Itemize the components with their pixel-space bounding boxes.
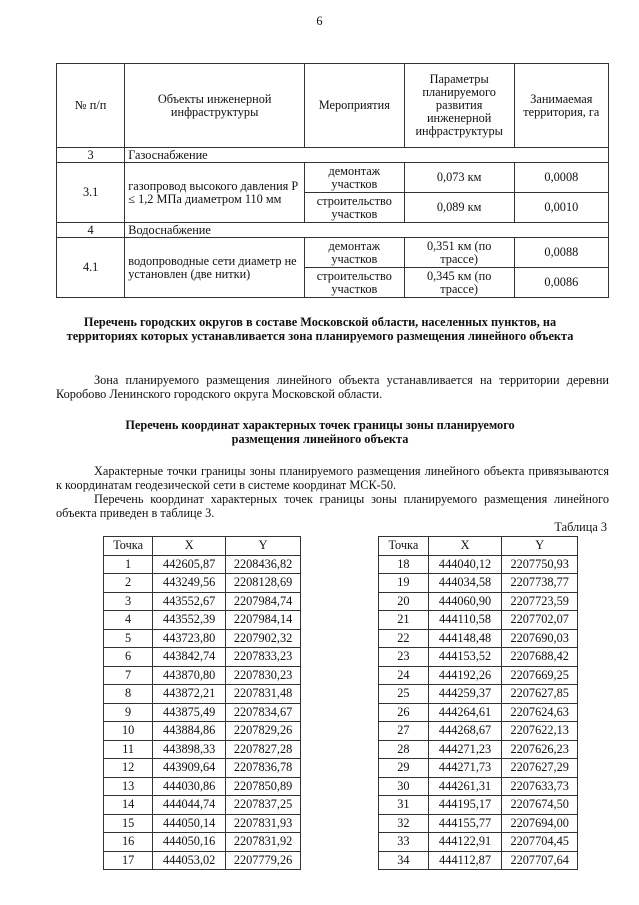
table-cell: 444044,74: [153, 796, 226, 815]
table-cell: Y: [226, 537, 301, 556]
table-cell: 24: [379, 666, 429, 685]
table-cell: 14: [104, 796, 153, 815]
section-row: [57, 148, 609, 163]
table-cell: 3.1: [57, 163, 125, 223]
table-header-row: [104, 537, 301, 556]
table-cell: 17: [104, 851, 153, 870]
table-row: [379, 833, 578, 852]
table-row: [379, 666, 578, 685]
table-row: [104, 722, 301, 741]
table-cell: 5: [104, 629, 153, 648]
table-cell: строительство участков: [305, 268, 405, 298]
table-cell: 444192,26: [428, 666, 502, 685]
table-row: [104, 629, 301, 648]
table-cell: № п/п: [57, 64, 125, 148]
table-cell: 444060,90: [428, 592, 502, 611]
table-row: [104, 814, 301, 833]
table-cell: 443842,74: [153, 648, 226, 667]
table-row: [104, 777, 301, 796]
table-cell: 4.1: [57, 238, 125, 298]
table-row: [104, 648, 301, 667]
table-cell: 444195,17: [428, 796, 502, 815]
table-cell: 2207633,73: [502, 777, 578, 796]
table-cell: 13: [104, 777, 153, 796]
table-cell: демонтаж участков: [305, 238, 405, 268]
table-cell: 442605,87: [153, 555, 226, 574]
table-cell: 443552,39: [153, 611, 226, 630]
table-cell: 2207622,13: [502, 722, 578, 741]
table-row: [104, 685, 301, 704]
table-cell: 444264,61: [428, 703, 502, 722]
table-row: [104, 666, 301, 685]
table-cell: 2207984,74: [226, 592, 301, 611]
table-cell: 2207627,85: [502, 685, 578, 704]
table-cell: 4: [104, 611, 153, 630]
table-row: [379, 574, 578, 593]
table-cell: 27: [379, 722, 429, 741]
table-cell: 3: [104, 592, 153, 611]
table-cell: 2207827,28: [226, 740, 301, 759]
table-cell: 2208128,69: [226, 574, 301, 593]
table-cell: газопровод высокого давления P ≤ 1,2 МПа диаметром 110 мм: [125, 163, 305, 223]
table-cell: 444122,91: [428, 833, 502, 852]
table-cell: 444271,23: [428, 740, 502, 759]
table-cell: 0,0088: [514, 238, 608, 268]
table-cell: 29: [379, 759, 429, 778]
table-cell: 28: [379, 740, 429, 759]
table-cell: 34: [379, 851, 429, 870]
table-cell: 0,0008: [514, 163, 608, 193]
table-cell: 8: [104, 685, 153, 704]
table-cell: 2207669,25: [502, 666, 578, 685]
table-cell: 2207836,78: [226, 759, 301, 778]
table-cell: 2207831,93: [226, 814, 301, 833]
table-cell: 2207723,59: [502, 592, 578, 611]
table-header-row: [57, 64, 609, 148]
table-cell: 2207902,32: [226, 629, 301, 648]
table-cell: 2207738,77: [502, 574, 578, 593]
table-row: [379, 685, 578, 704]
table-header-row: [379, 537, 578, 556]
table-cell: 30: [379, 777, 429, 796]
table-cell: 2207624,63: [502, 703, 578, 722]
table-cell: 2207850,89: [226, 777, 301, 796]
table-cell: Точка: [379, 537, 429, 556]
table-cell: 443872,21: [153, 685, 226, 704]
table-cell: 2207831,92: [226, 833, 301, 852]
table-cell: 2207627,29: [502, 759, 578, 778]
table-cell: 2207837,25: [226, 796, 301, 815]
table-cell: 2207779,26: [226, 851, 301, 870]
table-row: [379, 648, 578, 667]
section-row: [57, 223, 609, 238]
table-row: [379, 851, 578, 870]
coordinates-table-right: [378, 536, 578, 870]
table-cell: 2207831,48: [226, 685, 301, 704]
table-cell: 25: [379, 685, 429, 704]
table-cell: Занимаемая территория, га: [514, 64, 608, 148]
infrastructure-table: [56, 63, 609, 298]
table-cell: 444053,02: [153, 851, 226, 870]
table-cell: 444271,73: [428, 759, 502, 778]
table-cell: 2207750,93: [502, 555, 578, 574]
table-cell: 3: [57, 148, 125, 163]
table-cell: 0,351 км (по трассе): [404, 238, 514, 268]
table-cell: 2207834,67: [226, 703, 301, 722]
table-cell: 444050,16: [153, 833, 226, 852]
table-cell: 2207626,23: [502, 740, 578, 759]
table-row: [379, 814, 578, 833]
table-row: [379, 703, 578, 722]
table-cell: 32: [379, 814, 429, 833]
table-cell: 10: [104, 722, 153, 741]
table-row: [379, 629, 578, 648]
table-cell: 6: [104, 648, 153, 667]
table-cell: 9: [104, 703, 153, 722]
table-cell: 15: [104, 814, 153, 833]
table-caption: Таблица 3: [554, 520, 607, 534]
table-cell: 444259,37: [428, 685, 502, 704]
table-cell: 0,0086: [514, 268, 608, 298]
table-row: [379, 796, 578, 815]
table-cell: Объекты инженерной инфраструктуры: [125, 64, 305, 148]
table-row: [379, 759, 578, 778]
table-cell: 18: [379, 555, 429, 574]
table-cell: 443898,33: [153, 740, 226, 759]
table-cell: 443249,56: [153, 574, 226, 593]
table-cell: 2207688,42: [502, 648, 578, 667]
table-cell: 22: [379, 629, 429, 648]
table-row: [104, 611, 301, 630]
table-cell: 443909,64: [153, 759, 226, 778]
table-row: [379, 777, 578, 796]
table-cell: 444148,48: [428, 629, 502, 648]
table-cell: Точка: [104, 537, 153, 556]
table-cell: 11: [104, 740, 153, 759]
table-cell: 2207674,50: [502, 796, 578, 815]
table-cell: 443552,67: [153, 592, 226, 611]
table-cell: демонтаж участков: [305, 163, 405, 193]
table-row: [104, 703, 301, 722]
coordinates-table-left: [103, 536, 301, 870]
table-cell: 444153,52: [428, 648, 502, 667]
table-cell: X: [428, 537, 502, 556]
table-row: [57, 238, 609, 268]
table-cell: 26: [379, 703, 429, 722]
table-cell: 20: [379, 592, 429, 611]
paragraph-reference: Характерные точки границы зоны планируемого размещения линейного объекта привязываются к координатам геодезической сети в системе координат МСК-50.: [56, 464, 609, 492]
table-cell: 33: [379, 833, 429, 852]
table-cell: 2207833,23: [226, 648, 301, 667]
table-cell: 443884,86: [153, 722, 226, 741]
table-row: [379, 740, 578, 759]
table-cell: Y: [502, 537, 578, 556]
table-cell: 4: [57, 223, 125, 238]
table-row: [104, 851, 301, 870]
table-cell: 31: [379, 796, 429, 815]
table-cell: 444050,14: [153, 814, 226, 833]
table-row: [379, 555, 578, 574]
table-cell: 2207694,00: [502, 814, 578, 833]
table-cell: 2207704,45: [502, 833, 578, 852]
table-row: [379, 722, 578, 741]
table-cell: 444034,58: [428, 574, 502, 593]
table-row: [104, 833, 301, 852]
heading-districts: Перечень городских округов в составе Московской области, населенных пунктов, на территориях которых устанавливается зона планируемого размещения линейного объекта: [66, 315, 574, 343]
table-row: [104, 740, 301, 759]
table-cell: Газоснабжение: [125, 148, 609, 163]
table-cell: Мероприятия: [305, 64, 405, 148]
table-cell: 2207702,07: [502, 611, 578, 630]
table-cell: 2208436,82: [226, 555, 301, 574]
table-cell: строительство участков: [305, 193, 405, 223]
table-cell: 2207690,03: [502, 629, 578, 648]
table-cell: 0,345 км (по трассе): [404, 268, 514, 298]
table-cell: водопроводные сети диаметр не установлен (две нитки): [125, 238, 305, 298]
table-cell: 16: [104, 833, 153, 852]
table-cell: X: [153, 537, 226, 556]
table-cell: 443870,80: [153, 666, 226, 685]
table-cell: 0,073 км: [404, 163, 514, 193]
table-cell: 444040,12: [428, 555, 502, 574]
table-row: [104, 592, 301, 611]
table-row: [57, 163, 609, 193]
table-cell: 1: [104, 555, 153, 574]
table-row: [104, 574, 301, 593]
table-cell: Параметры планируемого развития инженерной инфраструктуры: [404, 64, 514, 148]
table-row: [379, 611, 578, 630]
table-cell: 2207829,26: [226, 722, 301, 741]
table-cell: 2207830,23: [226, 666, 301, 685]
table-row: [379, 592, 578, 611]
table-cell: 2207984,14: [226, 611, 301, 630]
table-cell: 444112,87: [428, 851, 502, 870]
table-cell: 12: [104, 759, 153, 778]
table-cell: 444155,77: [428, 814, 502, 833]
page-number: 6: [316, 14, 323, 28]
table-row: [104, 759, 301, 778]
table-cell: 0,0010: [514, 193, 608, 223]
table-cell: 7: [104, 666, 153, 685]
table-cell: 444268,67: [428, 722, 502, 741]
paragraph-table-ref: Перечень координат характерных точек границы зоны планируемого размещения линейного объекта приведен в таблице 3.: [56, 492, 609, 520]
table-cell: 443723,80: [153, 629, 226, 648]
table-row: [104, 555, 301, 574]
table-cell: 443875,49: [153, 703, 226, 722]
table-row: [104, 796, 301, 815]
table-cell: 0,089 км: [404, 193, 514, 223]
table-cell: Водоснабжение: [125, 223, 609, 238]
table-cell: 444110,58: [428, 611, 502, 630]
table-cell: 23: [379, 648, 429, 667]
table-cell: 2: [104, 574, 153, 593]
table-cell: 19: [379, 574, 429, 593]
table-cell: 2207707,64: [502, 851, 578, 870]
heading-coordinates: Перечень координат характерных точек границы зоны планируемого размещения линейного объекта: [125, 418, 515, 446]
table-cell: 444261,31: [428, 777, 502, 796]
paragraph-zone: Зона планируемого размещения линейного объекта устанавливается на территории деревни Коробово Ленинского городского округа Московской области.: [56, 373, 609, 401]
table-cell: 21: [379, 611, 429, 630]
table-cell: 444030,86: [153, 777, 226, 796]
